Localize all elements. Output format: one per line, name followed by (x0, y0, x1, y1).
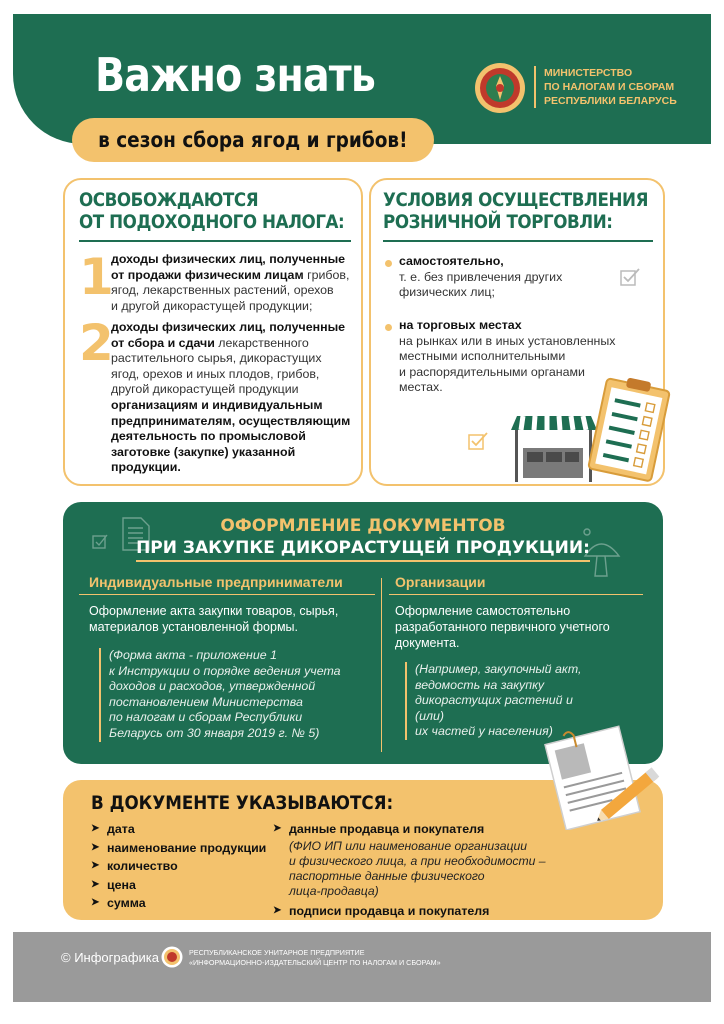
divider (79, 594, 375, 595)
tax-exempt-item-1: доходы физических лиц, полученные от продажи физическим лицам грибов, ягод, лекарственных растений, орехов и другой дикорастущей продукции; (111, 252, 350, 313)
documents-title: ОФОРМЛЕНИЕ ДОКУМЕНТОВ (220, 516, 506, 536)
ministry-name: МИНИСТЕРСТВО ПО НАЛОГАМ И СБОРАМ РЕСПУБЛИКИ БЕЛАРУСЬ (534, 66, 684, 108)
item-number-1: 1 (79, 248, 114, 306)
column-heading-entrepreneurs: Индивидуальные предприниматели (89, 574, 343, 590)
item-number-2: 2 (79, 314, 114, 372)
retail-heading: УСЛОВИЯ ОСУЩЕСТВЛЕНИЯ РОЗНИЧНОЙ ТОРГОВЛИ: (383, 189, 649, 233)
divider (383, 240, 653, 242)
checkmark-icon (619, 266, 641, 288)
list-item: ➤ количество (91, 857, 266, 876)
footer-copyright: © Инфографика (61, 950, 160, 965)
document-contents-title: В ДОКУМЕНТЕ УКАЗЫВАЮТСЯ: (91, 792, 394, 814)
list-item: ➤ дата (91, 820, 266, 839)
retail-item-2: на торговых местах на рынках или в иных установленных местными исполнительными и распорядительными органами местах. (399, 318, 616, 395)
checkmark-icon (467, 430, 489, 452)
entrepreneurs-note: (Форма акта - приложение 1 к Инструкции о порядке ведения учета доходов и расходов, утвержденной постановлением Министерства по налогам и сборам Республики Беларусь от 30 января 2019 г. № 5) (99, 648, 369, 742)
seller-data-note: (ФИО ИП или наименование организации и физического лица, а при необходимости – паспортные данные физического лица-продавца) (289, 838, 546, 899)
organizations-text: Оформление самостоятельно разработанного первичного учетного документа. (395, 604, 610, 650)
document-fields-list-right (273, 820, 546, 920)
document-fields-list-left (91, 820, 266, 913)
clipboard-checklist-icon (585, 376, 675, 484)
retail-item-1: самостоятельно, т. е. без привлечения других физических лиц; (399, 254, 563, 300)
documents-subtitle: ПРИ ЗАКУПКЕ ДИКОРАСТУЩЕЙ ПРОДУКЦИИ: (63, 538, 663, 558)
bullet-dot (385, 324, 392, 331)
tax-exempt-card (63, 178, 363, 486)
divider (79, 240, 351, 242)
publisher-logo-icon (161, 946, 183, 968)
list-item: ➤ цена (91, 876, 266, 895)
divider (389, 594, 643, 595)
footer (13, 932, 711, 1002)
bullet-dot (385, 260, 392, 267)
entrepreneurs-text: Оформление акта закупки товаров, сырья, материалов установленной формы. (89, 604, 339, 634)
footer-publisher: РЕСПУБЛИКАНСКОЕ УНИТАРНОЕ ПРЕДПРИЯТИЕ «ИНФОРМАЦИОННО-ИЗДАТЕЛЬСКИЙ ЦЕНТР ПО НАЛОГАМ И СБОРАМ» (189, 948, 441, 967)
tax-exempt-heading: ОСВОБОЖДАЮТСЯ ОТ ПОДОХОДНОГО НАЛОГА: (79, 189, 345, 233)
list-item: ➤ данные продавца и покупателя (273, 820, 546, 839)
subtitle-pill (72, 118, 434, 162)
organizations-note: (Например, закупочный акт, ведомость на закупку дикорастущих растений и (или) их частей у населения) (405, 662, 605, 740)
tax-exempt-item-2: доходы физических лиц, полученные от сбора и сдачи лекарственного растительного сырья, дикорастущих ягод, орехов и иных плодов, грибов, другой дикорастущей продукции организациям и индивидуальным предпринимателям, осуществляющим деятельность по промысловой заготовке (закупке) указанной продукции. (111, 320, 351, 475)
list-item: ➤ наименование продукции (91, 839, 266, 858)
page-title: Важно знать (95, 48, 375, 102)
ministry-emblem-icon (474, 62, 526, 114)
pencil-paper-icon (536, 720, 666, 830)
list-item: ➤ подписи продавца и покупателя (273, 902, 546, 921)
column-separator (381, 578, 382, 752)
page-subtitle: в сезон сбора ягод и грибов! (98, 128, 408, 152)
retail-conditions-card (369, 178, 665, 486)
column-heading-organizations: Организации (395, 574, 486, 590)
list-item: ➤ сумма (91, 894, 266, 913)
